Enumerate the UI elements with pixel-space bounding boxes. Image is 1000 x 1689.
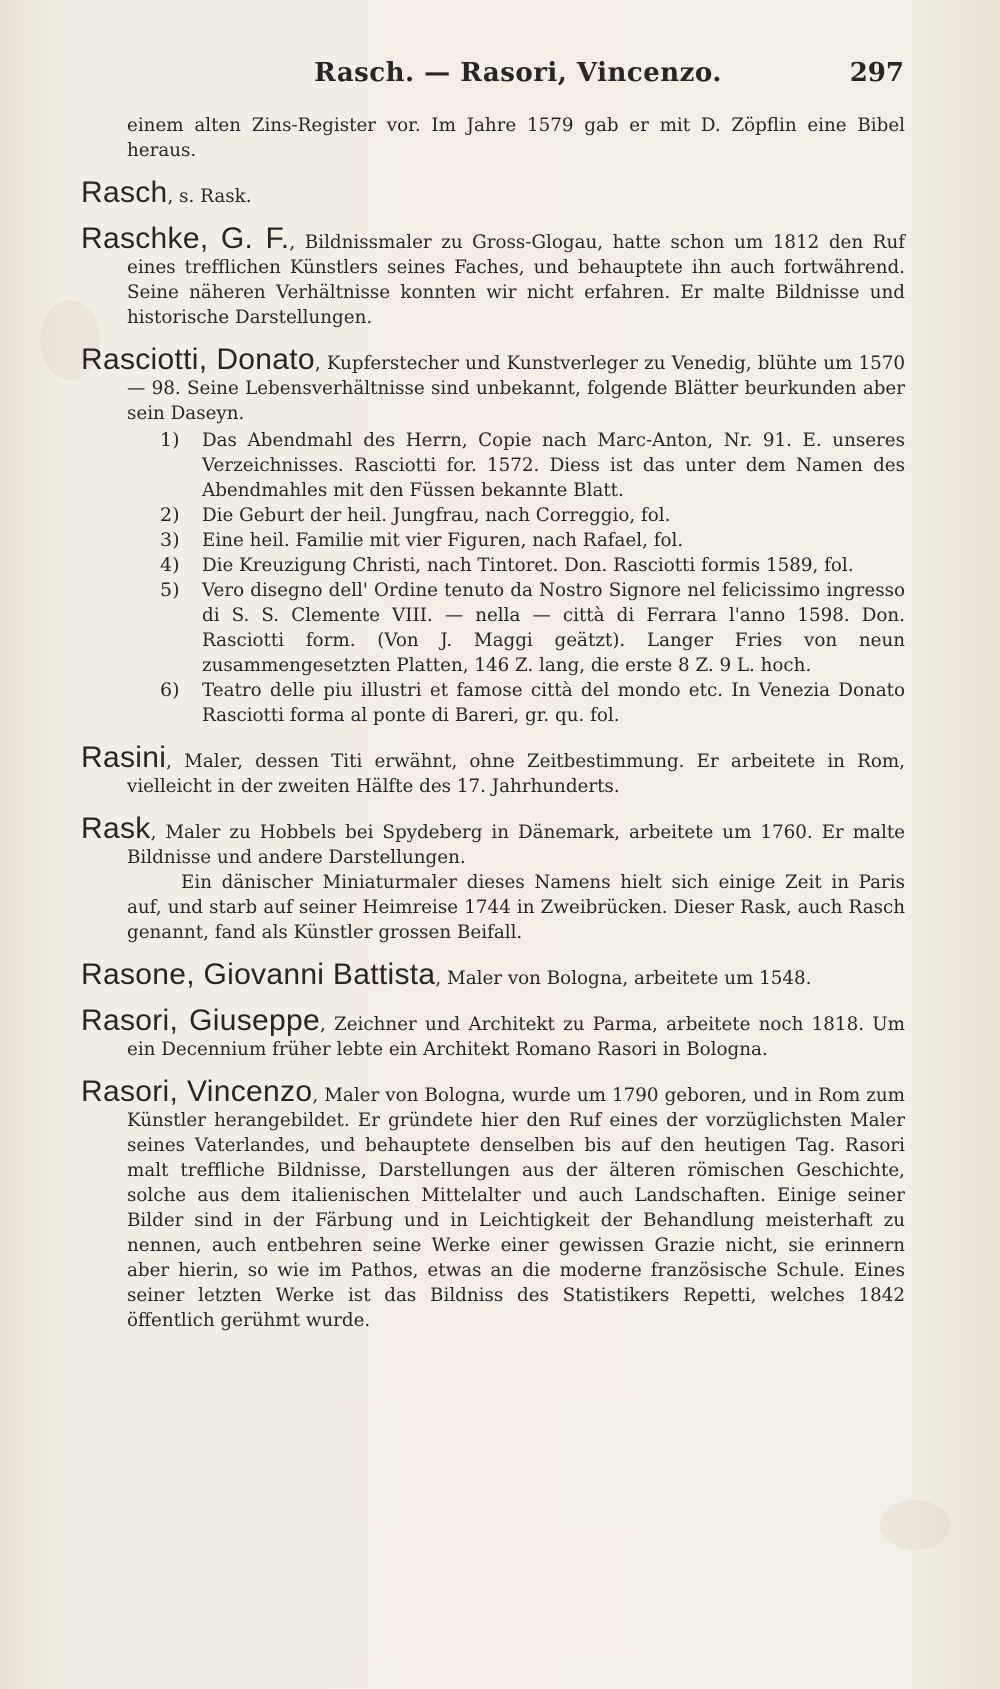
- list-item: [127, 428, 905, 503]
- list-item: [127, 503, 905, 528]
- entry-rasciotti: [81, 343, 905, 728]
- list-item: [127, 578, 905, 678]
- entry-headword: Rasch: [81, 176, 168, 209]
- list-item: [127, 528, 905, 553]
- item-text: Eine heil. Familie mit vier Figuren, nach Rafael, fol.: [202, 530, 684, 551]
- entry-headword: Raschke, G. F.: [81, 222, 290, 255]
- entry-text: , Maler zu Hobbels bei Spydeberg in Dänemark, arbeitete um 1760. Er malte Bildnisse und andere Darstellungen.: [127, 822, 905, 868]
- item-text: Die Geburt der heil. Jungfrau, nach Correggio, fol.: [202, 505, 671, 526]
- entry-headword: Rasori, Giuseppe: [81, 1004, 320, 1037]
- list-item: [127, 553, 905, 578]
- continued-text: [127, 113, 905, 163]
- item-number: 5): [160, 579, 180, 601]
- entry-headword: Rask: [81, 812, 151, 845]
- item-number: 1): [160, 429, 180, 451]
- entry-rasori-giuseppe: [81, 1004, 905, 1062]
- works-list: [127, 428, 905, 728]
- entry-text: , s. Rask.: [167, 186, 252, 207]
- entry-text: , Maler von Bologna, arbeitete um 1548.: [435, 968, 812, 989]
- entry-text: , Maler von Bologna, wurde um 1790 geboren, und in Rom zum Künstler herangebildet. Er gründete hier den Ruf eines der vorzüglichsten Maler seines Vaterlandes, und behauptete denselben bis auf den heutigen Tag. Rasori malt treffliche Bildnisse, Darstellungen aus der älteren römischen Geschichte, solche aus dem italienischen Mittelalter und auch Landschaften. Einige seiner Bilder sind in der Färbung und in Leichtigkeit der Behandlung meisterhaft zu nennen, auch entbehren seine Werke einer gewissen Grazie nicht, sie erinnern aber hierin, so wie im Pathos, etwas an die moderne französische Schule. Eines seiner letzten Werke ist das Bildniss des Statistikers Repetti, welches 1842 öffentlich gerühmt wurde.: [127, 1085, 906, 1331]
- paper-stain: [880, 1500, 950, 1550]
- entry-extra-paragraph: Ein dänischer Miniaturmaler dieses Namens hielt sich einige Zeit in Paris auf, und starb auf seiner Heimreise 1744 in Zweibrücken. Dieser Rask, auch Rasch genannt, fand als Künstler grossen Beifall.: [127, 872, 905, 943]
- entry-headword: Rasciotti, Donato: [81, 343, 315, 376]
- page-content: [81, 113, 906, 1350]
- item-text: Das Abendmahl des Herrn, Copie nach Marc-Anton, Nr. 91. E. unseres Verzeichnisses. Rasciotti for. 1572. Diess ist das unter dem Namen des Abendmahles mit den Füssen bekannte Blatt.: [202, 430, 905, 501]
- item-number: 4): [160, 554, 180, 576]
- list-item: [127, 678, 905, 728]
- entry-text: , Kupferstecher und Kunstverleger zu Venedig, blühte um 1570 — 98. Seine Lebensverhältnisse sind unbekannt, folgende Blätter beurkunden aber sein Daseyn.: [127, 353, 905, 424]
- intro-paragraph: einem alten Zins-Register vor. Im Jahre 1579 gab er mit D. Zöpflin eine Bibel heraus.: [127, 115, 905, 161]
- entry-rask: [81, 812, 905, 945]
- entry-headword: Rasini: [81, 741, 167, 774]
- running-title: Rasch. — Rasori, Vincenzo.: [314, 58, 722, 88]
- item-text: Die Kreuzigung Christi, nach Tintoret. Don. Rasciotti formis 1589, fol.: [202, 555, 854, 576]
- running-header: [128, 58, 908, 98]
- entry-rasori-vincenzo: [81, 1075, 906, 1333]
- entry-headword: Rasone, Giovanni Battista: [81, 958, 436, 991]
- page-number: 297: [849, 58, 904, 88]
- entry-raschke: [81, 222, 905, 330]
- entry-rasini: [81, 741, 905, 799]
- item-text: Teatro delle piu illustri et famose città del mondo etc. In Venezia Donato Rasciotti forma al ponte di Bareri, gr. qu. fol.: [202, 680, 905, 726]
- entry-text: , Zeichner und Architekt zu Parma, arbeitete noch 1818. Um ein Decennium früher lebte ein Architekt Romano Rasori in Bologna.: [127, 1014, 905, 1060]
- entry-text: , Bildnissmaler zu Gross-Glogau, hatte schon um 1812 den Ruf eines trefflichen Künstlers seines Faches, und behauptete ihn auch fortwährend. Seine näheren Verhältnisse konnten wir nicht erfahren. Er malte Bildnisse und historische Darstellungen.: [127, 232, 905, 328]
- item-text: Vero disegno dell' Ordine tenuto da Nostro Signore nel felicissimo ingresso di S. S. Clemente VIII. — nella — città di Ferrara l'anno 1598. Don. Rasciotti form. (Von J. Maggi geätzt). Langer Fries von neun zusammengesetzten Platten, 146 Z. lang, die erste 8 Z. 9 L. hoch.: [202, 580, 905, 676]
- entry-rasone: [81, 958, 905, 991]
- item-number: 2): [160, 504, 180, 526]
- item-number: 6): [160, 679, 180, 701]
- entry-text: , Maler, dessen Titi erwähnt, ohne Zeitbestimmung. Er arbeitete in Rom, vielleicht in der zweiten Hälfte des 17. Jahrhunderts.: [127, 751, 905, 797]
- entry-rasch: [81, 176, 905, 209]
- entry-headword: Rasori, Vincenzo: [81, 1075, 313, 1108]
- item-number: 3): [160, 529, 180, 551]
